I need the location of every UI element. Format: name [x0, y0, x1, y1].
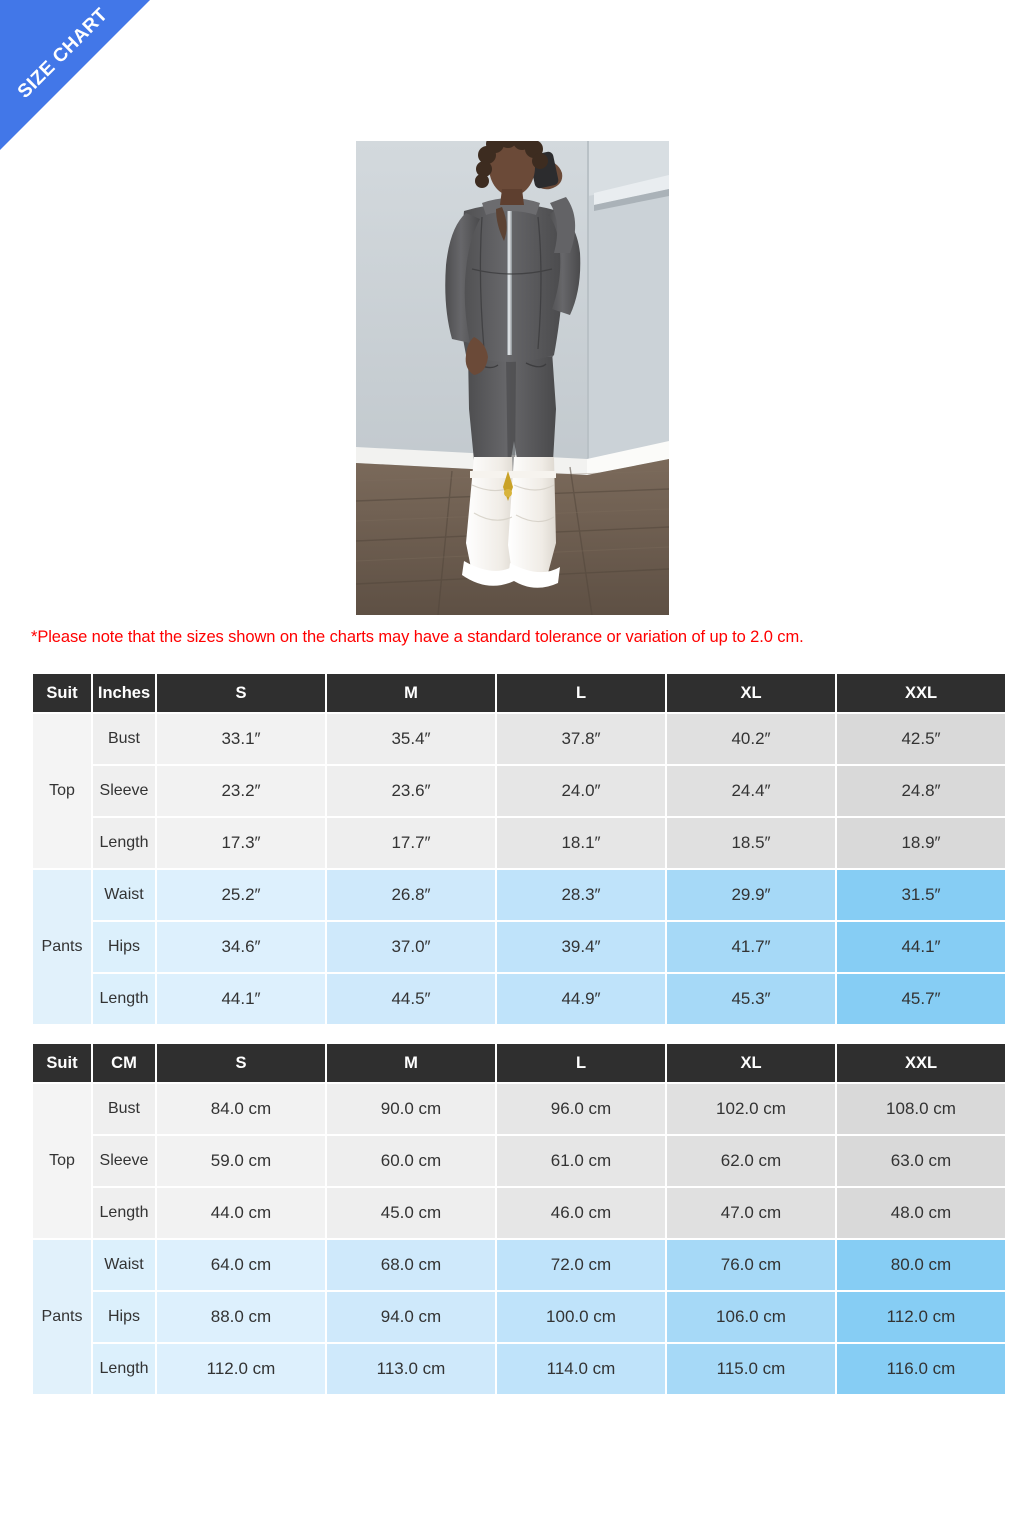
row-label-waist: Waist: [93, 1240, 155, 1290]
header-group-label: Suit: [33, 1044, 91, 1082]
cell-bust-s: 33.1″: [157, 714, 325, 764]
cell-hips-l: 39.4″: [497, 922, 665, 972]
table-row: [33, 974, 1005, 1024]
cell-sleeve-xl: 62.0 cm: [667, 1136, 835, 1186]
cell-hips-s: 88.0 cm: [157, 1292, 325, 1342]
table-row: [33, 766, 1005, 816]
header-size-xxl: XXL: [837, 674, 1005, 712]
table-row: [33, 870, 1005, 920]
product-photo: [356, 141, 669, 615]
cell-bust-l: 96.0 cm: [497, 1084, 665, 1134]
header-size-s: S: [157, 674, 325, 712]
cell-bust-xl: 40.2″: [667, 714, 835, 764]
cell-top-length-s: 44.0 cm: [157, 1188, 325, 1238]
cell-pants-length-l: 114.0 cm: [497, 1344, 665, 1394]
cell-sleeve-m: 60.0 cm: [327, 1136, 495, 1186]
table-row: [33, 1188, 1005, 1238]
header-group-label: Suit: [33, 674, 91, 712]
cell-hips-xl: 41.7″: [667, 922, 835, 972]
cell-waist-xxl: 80.0 cm: [837, 1240, 1005, 1290]
cell-top-length-m: 17.7″: [327, 818, 495, 868]
cell-waist-m: 68.0 cm: [327, 1240, 495, 1290]
header-unit-label: Inches: [93, 674, 155, 712]
cell-top-length-xxl: 48.0 cm: [837, 1188, 1005, 1238]
cell-pants-length-l: 44.9″: [497, 974, 665, 1024]
group-label-top: Top: [33, 1084, 91, 1238]
header-size-l: L: [497, 1044, 665, 1082]
header-size-xl: XL: [667, 674, 835, 712]
tolerance-note: *Please note that the sizes shown on the charts may have a standard tolerance or variation of up to 2.0 cm.: [31, 628, 804, 646]
table-header-row: [33, 674, 1005, 712]
cell-bust-xl: 102.0 cm: [667, 1084, 835, 1134]
cell-hips-xxl: 112.0 cm: [837, 1292, 1005, 1342]
ribbon-triangle: [0, 0, 150, 150]
row-label-hips: Hips: [93, 1292, 155, 1342]
cell-waist-s: 25.2″: [157, 870, 325, 920]
header-size-s: S: [157, 1044, 325, 1082]
cell-sleeve-s: 59.0 cm: [157, 1136, 325, 1186]
row-label-pants-length: Length: [93, 1344, 155, 1394]
cell-top-length-l: 46.0 cm: [497, 1188, 665, 1238]
row-label-hips: Hips: [93, 922, 155, 972]
cell-sleeve-m: 23.6″: [327, 766, 495, 816]
row-label-bust: Bust: [93, 714, 155, 764]
product-photo-illustration: [356, 141, 669, 615]
cell-waist-l: 28.3″: [497, 870, 665, 920]
cell-bust-s: 84.0 cm: [157, 1084, 325, 1134]
cell-sleeve-xxl: 24.8″: [837, 766, 1005, 816]
header-size-xl: XL: [667, 1044, 835, 1082]
size-chart-ribbon: [0, 0, 150, 150]
cell-bust-m: 35.4″: [327, 714, 495, 764]
table-row: [33, 1344, 1005, 1394]
table-row: [33, 1136, 1005, 1186]
table-row: [33, 1240, 1005, 1290]
cell-bust-xxl: 108.0 cm: [837, 1084, 1005, 1134]
cell-top-length-s: 17.3″: [157, 818, 325, 868]
cell-top-length-xl: 47.0 cm: [667, 1188, 835, 1238]
row-label-bust: Bust: [93, 1084, 155, 1134]
table-row: [33, 922, 1005, 972]
row-label-top-length: Length: [93, 1188, 155, 1238]
cell-sleeve-xl: 24.4″: [667, 766, 835, 816]
size-table-inches: [31, 672, 1007, 1026]
cell-hips-xxl: 44.1″: [837, 922, 1005, 972]
cell-waist-xxl: 31.5″: [837, 870, 1005, 920]
table-row: [33, 1292, 1005, 1342]
cell-sleeve-l: 61.0 cm: [497, 1136, 665, 1186]
cell-pants-length-xxl: 116.0 cm: [837, 1344, 1005, 1394]
cell-top-length-xxl: 18.9″: [837, 818, 1005, 868]
table-row: [33, 714, 1005, 764]
table-row: [33, 818, 1005, 868]
row-label-pants-length: Length: [93, 974, 155, 1024]
cell-sleeve-s: 23.2″: [157, 766, 325, 816]
cell-hips-m: 94.0 cm: [327, 1292, 495, 1342]
group-label-top: Top: [33, 714, 91, 868]
cell-waist-l: 72.0 cm: [497, 1240, 665, 1290]
cell-pants-length-s: 112.0 cm: [157, 1344, 325, 1394]
table-row: [33, 1084, 1005, 1134]
row-label-sleeve: Sleeve: [93, 766, 155, 816]
header-size-xxl: XXL: [837, 1044, 1005, 1082]
cell-hips-m: 37.0″: [327, 922, 495, 972]
cell-pants-length-m: 113.0 cm: [327, 1344, 495, 1394]
cell-pants-length-s: 44.1″: [157, 974, 325, 1024]
cell-waist-xl: 76.0 cm: [667, 1240, 835, 1290]
size-table-cm: [31, 1042, 1007, 1396]
header-size-m: M: [327, 1044, 495, 1082]
cell-top-length-m: 45.0 cm: [327, 1188, 495, 1238]
row-label-top-length: Length: [93, 818, 155, 868]
cell-sleeve-l: 24.0″: [497, 766, 665, 816]
group-label-pants: Pants: [33, 870, 91, 1024]
cell-hips-l: 100.0 cm: [497, 1292, 665, 1342]
header-size-l: L: [497, 674, 665, 712]
row-label-sleeve: Sleeve: [93, 1136, 155, 1186]
header-size-m: M: [327, 674, 495, 712]
cell-pants-length-m: 44.5″: [327, 974, 495, 1024]
cell-hips-s: 34.6″: [157, 922, 325, 972]
row-label-waist: Waist: [93, 870, 155, 920]
cell-bust-l: 37.8″: [497, 714, 665, 764]
cell-hips-xl: 106.0 cm: [667, 1292, 835, 1342]
cell-pants-length-xl: 115.0 cm: [667, 1344, 835, 1394]
cell-waist-xl: 29.9″: [667, 870, 835, 920]
cell-bust-m: 90.0 cm: [327, 1084, 495, 1134]
cell-pants-length-xxl: 45.7″: [837, 974, 1005, 1024]
header-unit-label: CM: [93, 1044, 155, 1082]
cell-top-length-xl: 18.5″: [667, 818, 835, 868]
cell-pants-length-xl: 45.3″: [667, 974, 835, 1024]
cell-waist-s: 64.0 cm: [157, 1240, 325, 1290]
ribbon-label: SIZE CHART: [13, 4, 113, 103]
cell-sleeve-xxl: 63.0 cm: [837, 1136, 1005, 1186]
cell-waist-m: 26.8″: [327, 870, 495, 920]
table-header-row: [33, 1044, 1005, 1082]
cell-top-length-l: 18.1″: [497, 818, 665, 868]
group-label-pants: Pants: [33, 1240, 91, 1394]
cell-bust-xxl: 42.5″: [837, 714, 1005, 764]
